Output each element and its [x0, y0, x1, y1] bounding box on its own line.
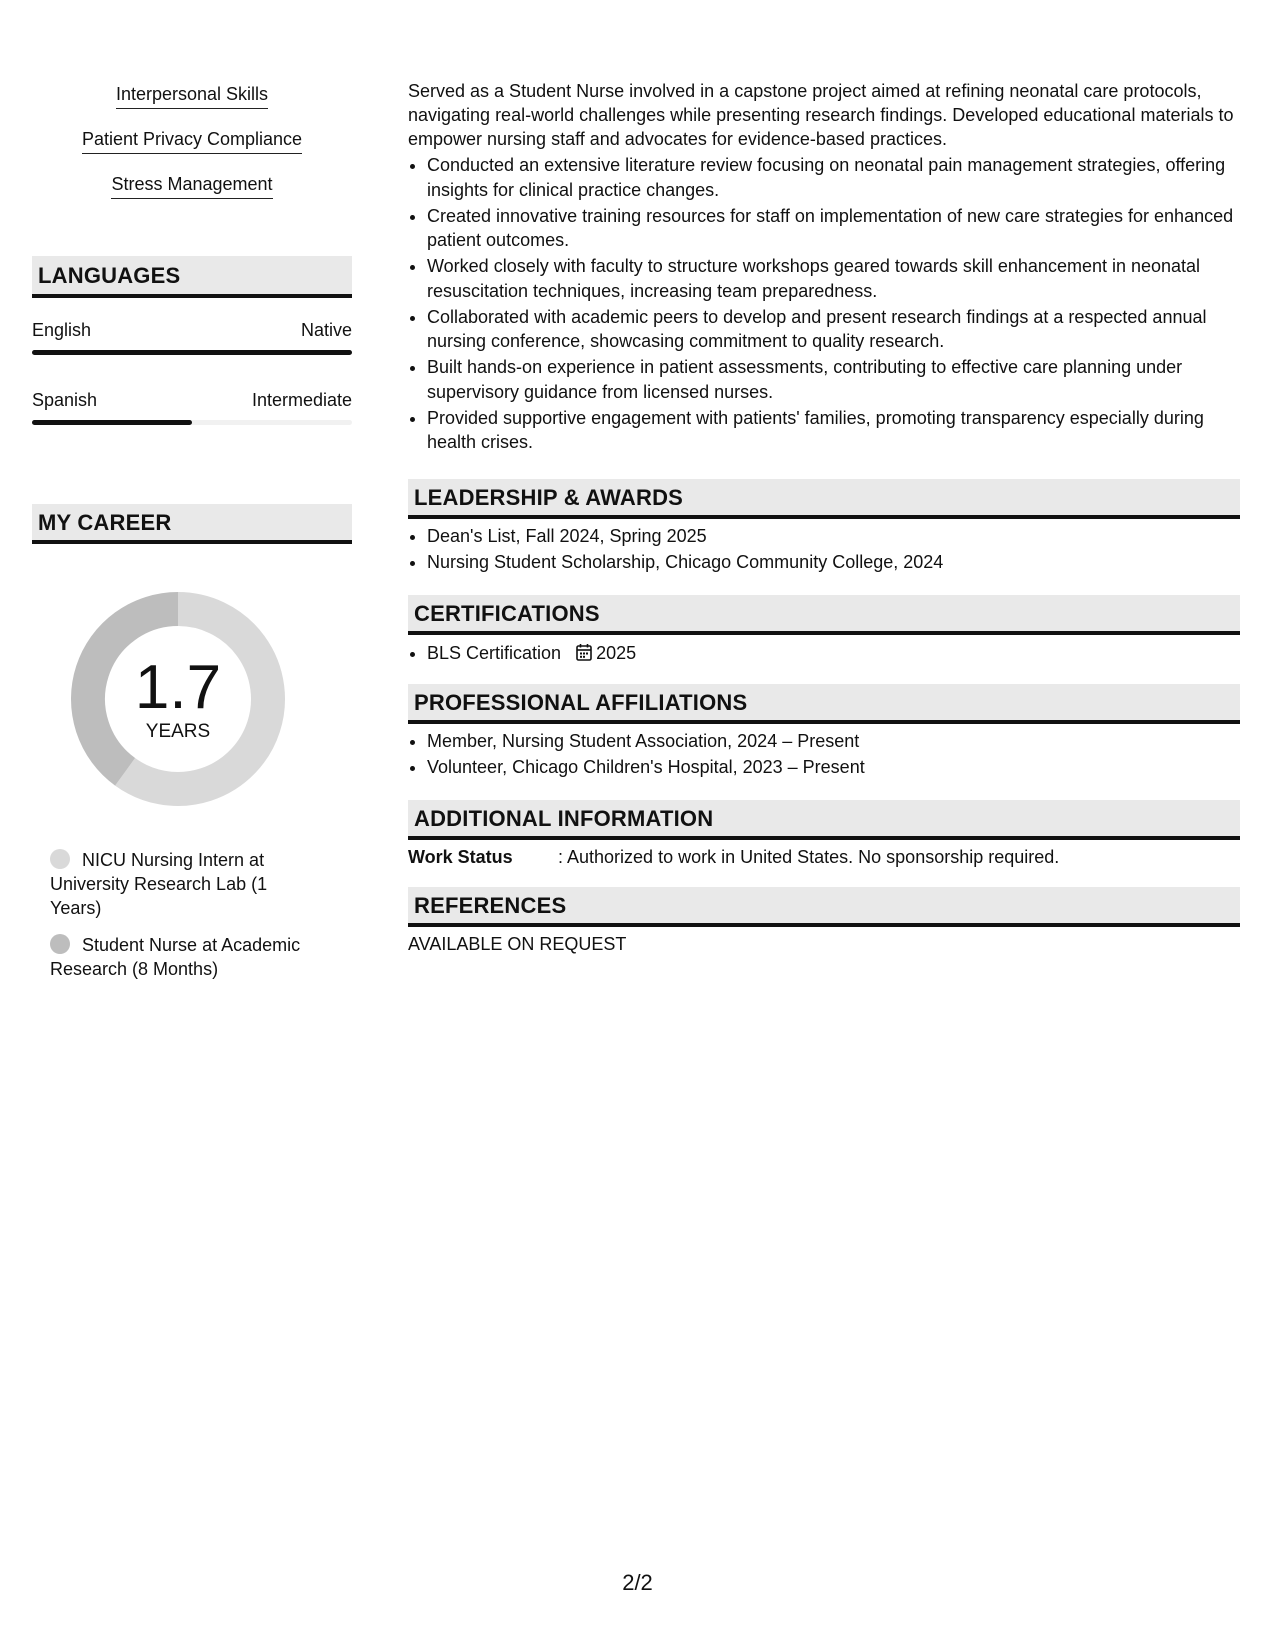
language-level: Native: [300, 320, 352, 340]
calendar-icon: [576, 643, 592, 668]
affiliations-list: [408, 729, 1247, 781]
award-item: • Nursing Student Scholarship, Chicago Community College, 2024: [427, 550, 1247, 575]
language-proficiency-bar: [32, 350, 352, 355]
certification-year: 2025: [596, 643, 637, 663]
awards-heading: LEADERSHIP & AWARDS: [408, 479, 1240, 519]
language-proficiency-fill: [32, 420, 192, 425]
experience-bullet: • Worked closely with faculty to structure workshops geared towards skill enhancement in neonatal resuscitation techniques, increasing team preparedness.: [427, 254, 1247, 303]
legend-label: NICU Nursing Intern at University Research Lab (1 Years): [50, 850, 268, 918]
skill-item: Stress Management: [32, 174, 352, 199]
language-proficiency-fill: [32, 350, 352, 355]
certification-item: [427, 641, 1247, 668]
certification-name: BLS Certification: [427, 643, 562, 663]
language-proficiency-bar: [32, 420, 352, 425]
experience-bullet: • Built hands-on experience in patient assessments, contributing to effective care planning under supervisory guidance from licensed nurses.: [427, 355, 1247, 404]
legend-dot: [50, 934, 70, 954]
affiliation-item: • Volunteer, Chicago Children's Hospital, 2023 – Present: [427, 755, 1247, 780]
skill-item: Patient Privacy Compliance: [32, 129, 352, 154]
experience-bullet: • Provided supportive engagement with patients' families, promoting transparency especially during health crises.: [427, 406, 1247, 455]
legend-label: Student Nurse at Academic Research (8 Months): [50, 935, 301, 979]
additional-info-heading: ADDITIONAL INFORMATION: [408, 800, 1240, 840]
skill-item: Interpersonal Skills: [32, 84, 352, 109]
career-legend-item: [50, 848, 320, 920]
experience-bullet: • Conducted an extensive literature review focusing on neonatal pain management strategies, offering insights for clinical practice changes.: [427, 153, 1247, 202]
page-number: 2/2: [622, 1570, 653, 1595]
experience-intro: Served as a Student Nurse involved in a capstone project aimed at refining neonatal care protocols, navigating real-world challenges while presenting research findings. Developed educational materials to empower nursing staff and advocates for evidence-based practices.: [408, 81, 1234, 149]
affiliations-heading: PROFESSIONAL AFFILIATIONS: [408, 684, 1240, 724]
experience-bullet: • Created innovative training resources for staff on implementation of new care strategies for enhanced patient outcomes.: [427, 204, 1247, 253]
language-name: English: [32, 320, 92, 340]
work-status-row: [408, 847, 1240, 868]
certifications-heading: CERTIFICATIONS: [408, 595, 1240, 635]
awards-list: [408, 524, 1247, 576]
references-text: AVAILABLE ON REQUEST: [408, 934, 627, 954]
certifications-list: [408, 641, 1247, 669]
work-status-value: : Authorized to work in United States. No sponsorship required.: [558, 847, 1060, 867]
experience-bullet: • Collaborated with academic peers to develop and present research findings at a respected annual nursing conference, showcasing commitment to quality research.: [427, 305, 1247, 354]
career-legend-item: [50, 933, 320, 981]
career-donut-chart: [66, 587, 290, 811]
affiliation-item: • Member, Nursing Student Association, 2024 – Present: [427, 729, 1247, 754]
award-item: • Dean's List, Fall 2024, Spring 2025: [427, 524, 1247, 549]
career-total-unit: YEARS: [145, 721, 211, 742]
languages-heading: LANGUAGES: [32, 256, 352, 298]
career-heading: MY CAREER: [32, 504, 352, 544]
references-heading: REFERENCES: [408, 887, 1240, 927]
career-total-value: 1.7: [134, 653, 222, 722]
work-status-label: Work Status: [408, 847, 513, 867]
legend-dot: [50, 849, 70, 869]
experience-bullets: [408, 153, 1247, 456]
language-name: Spanish: [32, 390, 98, 410]
language-level: Intermediate: [251, 390, 352, 410]
